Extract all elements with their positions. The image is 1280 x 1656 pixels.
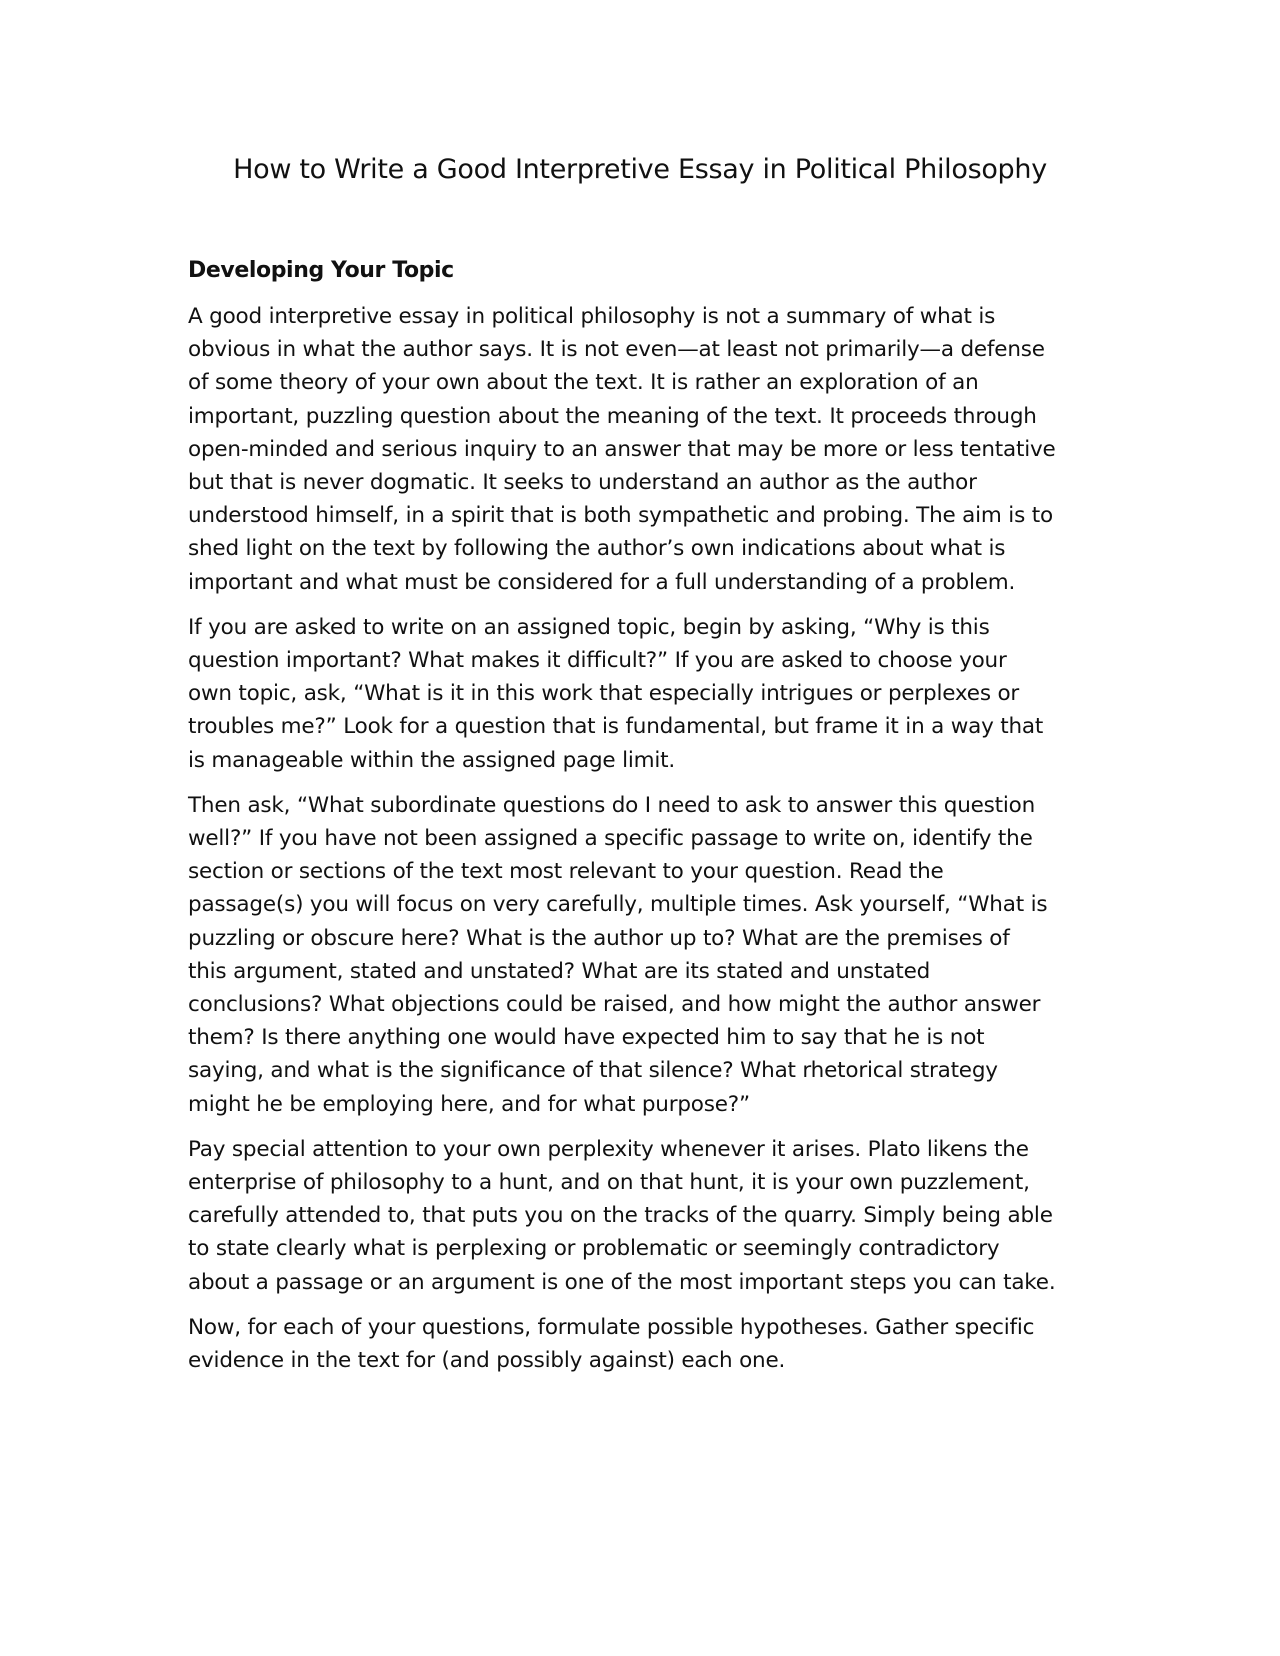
text-line: enterprise of philosophy to a hunt, and on that hunt, it is your own puzzlement,: [188, 1170, 1030, 1196]
text-line: evidence in the text for (and possibly against) each one.: [188, 1348, 786, 1374]
text-line: Now, for each of your questions, formulate possible hypotheses. Gather specific: [188, 1314, 1035, 1340]
text-line: but that is never dogmatic. It seeks to understand an author as the author: [188, 470, 977, 496]
text-line: to state clearly what is perplexing or problematic or seemingly contradictory: [188, 1236, 1000, 1262]
text-line: puzzling or obscure here? What is the author up to? What are the premises of: [188, 925, 1010, 951]
text-line: A good interpretive essay in political philosophy is not a summary of what is: [188, 304, 996, 329]
document-body: [188, 254, 1088, 1389]
paragraph-4: [188, 1133, 1088, 1299]
paragraph-5: [188, 1311, 1088, 1377]
text-line: conclusions? What objections could be raised, and how might the author answer: [188, 992, 1041, 1018]
text-line: question important? What makes it difficult?” If you are asked to choose your: [188, 648, 1007, 674]
text-line: own topic, ask, “What is it in this work that especially intrigues or perplexes or: [188, 681, 1020, 707]
text-line: is manageable within the assigned page limit.: [188, 747, 676, 773]
text-line: open-minded and serious inquiry to an answer that may be more or less tentative: [188, 436, 1056, 462]
paragraph-3: [188, 789, 1088, 1121]
text-line: section or sections of the text most relevant to your question. Read the: [188, 859, 944, 885]
text-line: might he be employing here, and for what purpose?”: [188, 1091, 750, 1117]
text-line: understood himself, in a spirit that is both sympathetic and probing. The aim is to: [188, 503, 1053, 529]
text-line: Then ask, “What subordinate questions do I need to ask to answer this question: [188, 792, 1036, 818]
text-line: passage(s) you will focus on very carefully, multiple times. Ask yourself, “What is: [188, 892, 1048, 918]
text-line: saying, and what is the significance of that silence? What rhetorical strategy: [188, 1058, 998, 1084]
text-line: this argument, stated and unstated? What are its stated and unstated: [188, 958, 931, 984]
text-line: obvious in what the author says. It is not even—at least not primarily—a defense: [188, 337, 1045, 363]
section-heading: Developing Your Topic: [188, 258, 454, 283]
document-title: How to Write a Good Interpretive Essay in Political Philosophy: [233, 154, 1047, 185]
text-line: of some theory of your own about the text. It is rather an exploration of an: [188, 370, 979, 396]
text-line: them? Is there anything one would have expected him to say that he is not: [188, 1025, 985, 1051]
text-line: carefully attended to, that puts you on the tracks of the quarry. Simply being able: [188, 1203, 1053, 1229]
text-line: well?” If you have not been assigned a specific passage to write on, identify the: [188, 826, 1033, 852]
paragraph-2: [188, 611, 1088, 777]
text-line: shed light on the text by following the author’s own indications about what is: [188, 536, 1006, 562]
text-line: Pay special attention to your own perplexity whenever it arises. Plato likens the: [188, 1136, 1029, 1162]
text-line: troubles me?” Look for a question that is fundamental, but frame it in a way that: [188, 714, 1044, 740]
paragraph-1: [188, 300, 1088, 599]
text-line: important, puzzling question about the meaning of the text. It proceeds through: [188, 403, 1037, 429]
text-line: important and what must be considered for a full understanding of a problem.: [188, 569, 1016, 595]
text-line: If you are asked to write on an assigned topic, begin by asking, “Why is this: [188, 614, 990, 640]
text-line: about a passage or an argument is one of the most important steps you can take.: [188, 1269, 1056, 1295]
